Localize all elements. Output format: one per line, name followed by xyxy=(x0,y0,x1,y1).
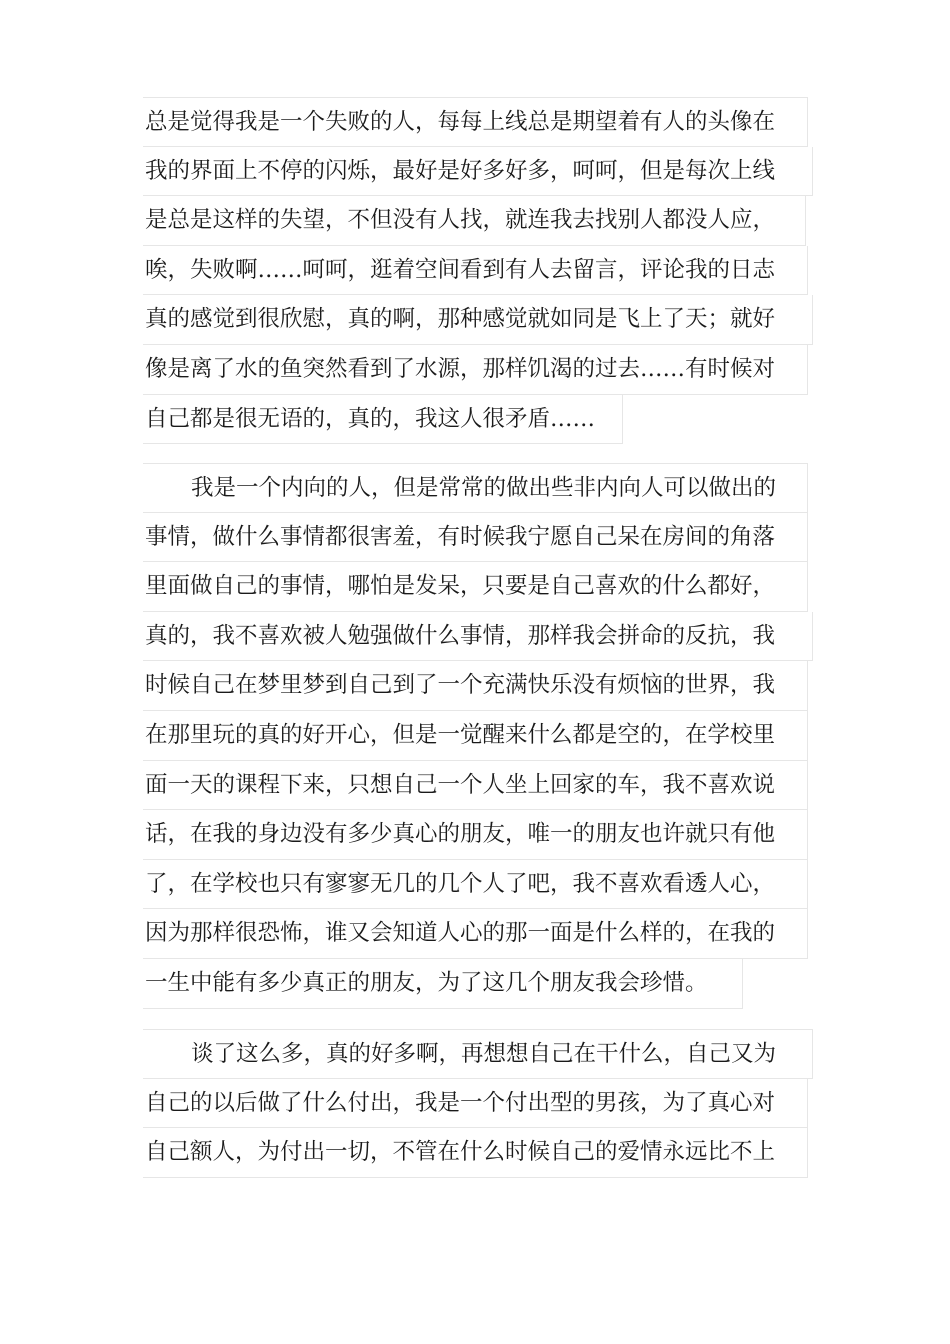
paragraph-3 xyxy=(143,1029,823,1178)
text-line: 因为那样很恐怖，谁又会知道人心的那一面是什么样的，在我的 xyxy=(143,909,808,959)
text-line: 一生中能有多少真正的朋友，为了这几个朋友我会珍惜。 xyxy=(143,959,743,1009)
text-line: 真的感觉到很欣慰，真的啊，那种感觉就如同是飞上了天；就好 xyxy=(143,295,813,345)
text-line: 时候自己在梦里梦到自己到了一个充满快乐没有烦恼的世界，我 xyxy=(143,661,808,711)
text-line: 里面做自己的事情，哪怕是发呆，只要是自己喜欢的什么都好， xyxy=(143,562,808,612)
text-line: 谈了这么多，真的好多啊，再想想自己在干什么，自己又为 xyxy=(143,1029,813,1079)
text-line: 是总是这样的失望，不但没有人找，就连我去找别人都没人应， xyxy=(143,196,806,246)
text-line: 在那里玩的真的好开心，但是一觉醒来什么都是空的，在学校里 xyxy=(143,711,808,761)
text-line: 自己的以后做了什么付出，我是一个付出型的男孩，为了真心对 xyxy=(143,1079,808,1129)
text-line: 我是一个内向的人，但是常常的做出些非内向人可以做出的 xyxy=(143,463,808,513)
paragraph-2 xyxy=(143,463,823,1009)
text-line: 我的界面上不停的闪烁，最好是好多好多，呵呵，但是每次上线 xyxy=(143,147,813,197)
text-line: 事情，做什么事情都很害羞，有时候我宁愿自己呆在房间的角落 xyxy=(143,513,808,563)
text-line: 自己都是很无语的，真的，我这人很矛盾…… xyxy=(143,395,623,445)
text-line: 自己额人，为付出一切，不管在什么时候自己的爱情永远比不上 xyxy=(143,1128,808,1178)
text-line: 了，在学校也只有寥寥无几的几个人了吧，我不喜欢看透人心， xyxy=(143,860,808,910)
text-line: 真的，我不喜欢被人勉强做什么事情，那样我会拼命的反抗，我 xyxy=(143,612,813,662)
text-line: 像是离了水的鱼突然看到了水源，那样饥渴的过去……有时候对 xyxy=(143,345,808,395)
text-line: 总是觉得我是一个失败的人，每每上线总是期望着有人的头像在 xyxy=(143,97,808,147)
text-line: 唉，失败啊……呵呵，逛着空间看到有人去留言，评论我的日志 xyxy=(143,246,808,296)
paragraph-1 xyxy=(143,97,823,444)
text-line: 话，在我的身边没有多少真心的朋友，唯一的朋友也许就只有他 xyxy=(143,810,808,860)
text-line: 面一天的课程下来，只想自己一个人坐上回家的车，我不喜欢说 xyxy=(143,761,808,811)
